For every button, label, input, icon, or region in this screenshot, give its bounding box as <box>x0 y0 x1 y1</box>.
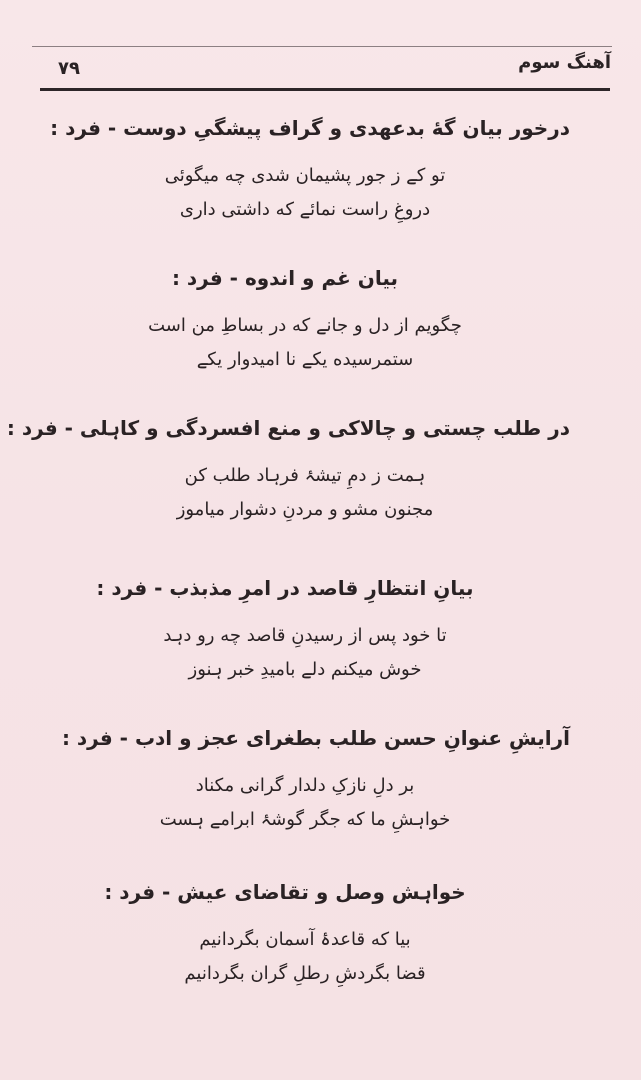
couplet <box>40 923 570 991</box>
header-thick-rule <box>40 88 610 91</box>
verse-line: بیا که قاعدۂ آسمان بگردانیم <box>199 929 411 950</box>
section <box>40 723 570 837</box>
couplet <box>40 769 570 837</box>
verse-line: خواہشِ ما که جگر گوشۂ ابرامے ہست <box>159 809 451 830</box>
section <box>6 413 570 527</box>
section-heading: در طلب چستی و چالاکی و منع افسردگی و کاہلی - فرد : <box>6 416 570 440</box>
section-heading: بیان غم و اندوه - فرد : <box>171 266 399 290</box>
section-heading: بیانِ انتظارِ قاصد در امرِ مذبذب - فرد : <box>96 576 474 600</box>
verse-line: قضا بگردشِ رطلِ گران بگردانیم <box>184 963 426 984</box>
header-thin-rule <box>32 46 612 47</box>
page-number: ۷۹ <box>58 58 80 79</box>
couplet <box>40 159 570 227</box>
verse-line: ہمت ز دمِ تیشۂ فرہاد طلب کن <box>184 465 426 486</box>
couplet <box>40 459 570 527</box>
section-heading: آرایشِ عنوانِ حسن طلب بطغرای عجز و ادب - فرد : <box>61 726 570 750</box>
verse-line: مجنون مشو و مردنِ دشوار میاموز <box>176 499 434 520</box>
verse-line: خوش میکنم دلے بامیدِ خبر ہنوز <box>188 659 422 680</box>
verse-line: تا خود پس از رسیدنِ قاصد چه رو دہد <box>163 625 447 646</box>
section <box>40 573 570 687</box>
verse-line: دروغِ راست نمائے که داشتی داری <box>179 199 431 220</box>
verse-line: ستمرسیده یکے نا امیدوار یکے <box>196 349 414 370</box>
section <box>40 113 570 227</box>
section-heading: درخور بیان گه‌ٔ بدعهدی و گراف پیشگیِ دوست - فرد : <box>50 116 570 140</box>
verse-line: چگویم از دل و جانے که در بساطِ من است <box>148 315 462 336</box>
couplet <box>40 619 570 687</box>
couplet <box>40 309 570 377</box>
section-heading: خواہش وصل و تقاضای عیش - فرد : <box>104 880 466 904</box>
verse-line: بر دلِ نازکِ دلدار گرانی مکناد <box>195 775 415 796</box>
running-header-title: آهنگ سوم <box>518 52 611 73</box>
section <box>40 263 570 377</box>
verse-line: تو کے ز جور پشیمان شدی چه میگوئی <box>164 165 446 186</box>
section <box>40 877 570 991</box>
